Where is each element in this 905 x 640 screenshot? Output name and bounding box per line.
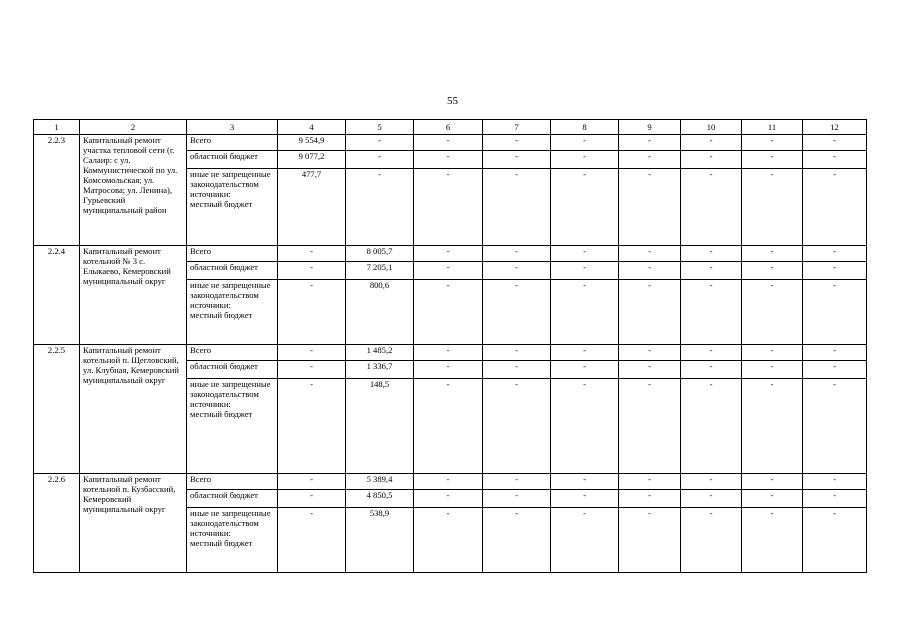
value-cell: - bbox=[278, 262, 346, 280]
value-cell: - bbox=[346, 135, 414, 151]
item-number: 2.2.4 bbox=[34, 246, 80, 345]
value-cell: - bbox=[681, 345, 742, 361]
value-cell: - bbox=[742, 151, 803, 169]
value-cell: - bbox=[803, 151, 867, 169]
funding-source bbox=[187, 508, 278, 573]
value-cell: - bbox=[414, 169, 483, 246]
value-cell: - bbox=[278, 246, 346, 262]
value-cell: - bbox=[742, 379, 803, 474]
item-name: Капитальный ремонт котельной п. Кузбасский, Кемеровский муниципальный округ bbox=[80, 474, 187, 573]
value-cell: - bbox=[551, 508, 619, 573]
value-cell: - bbox=[619, 379, 681, 474]
value-cell: - bbox=[414, 246, 483, 262]
value-cell: - bbox=[619, 474, 681, 490]
value-cell: - bbox=[414, 379, 483, 474]
funding-source-sublabel: местный бюджет bbox=[190, 310, 253, 320]
value-cell: - bbox=[551, 262, 619, 280]
value-cell: - bbox=[483, 490, 551, 508]
value-cell: - bbox=[278, 345, 346, 361]
value-cell: - bbox=[414, 361, 483, 379]
funding-source: областной бюджет bbox=[187, 262, 278, 280]
value-cell: - bbox=[551, 135, 619, 151]
funding-source-sublabel: местный бюджет bbox=[190, 199, 253, 209]
value-cell: - bbox=[483, 169, 551, 246]
value-cell: - bbox=[551, 151, 619, 169]
column-header: 2 bbox=[80, 120, 187, 135]
value-cell: - bbox=[803, 246, 867, 262]
value-cell: - bbox=[278, 474, 346, 490]
table-row bbox=[34, 135, 867, 151]
column-header: 3 bbox=[187, 120, 278, 135]
value-cell: - bbox=[803, 361, 867, 379]
column-header: 6 bbox=[414, 120, 483, 135]
funding-source: Всего bbox=[187, 345, 278, 361]
value-cell: - bbox=[803, 474, 867, 490]
value-cell: - bbox=[681, 262, 742, 280]
funding-source: областной бюджет bbox=[187, 151, 278, 169]
value-cell: - bbox=[414, 474, 483, 490]
funding-source: областной бюджет bbox=[187, 490, 278, 508]
value-cell: - bbox=[414, 508, 483, 573]
value-cell: - bbox=[803, 280, 867, 345]
value-cell: - bbox=[742, 135, 803, 151]
value-cell: - bbox=[483, 151, 551, 169]
item-name: Капитальный ремонт котельной п. Щегловский, ул. Клубная, Кемеровский муниципальный округ bbox=[80, 345, 187, 474]
funding-source: Всего bbox=[187, 474, 278, 490]
column-header: 5 bbox=[346, 120, 414, 135]
funding-source-label: иные не запрещенные законодательством источники: bbox=[190, 508, 271, 538]
column-header: 10 bbox=[681, 120, 742, 135]
header-row bbox=[34, 120, 867, 135]
funding-source-label: иные не запрещенные законодательством источники: bbox=[190, 280, 271, 310]
value-cell: 4 850,5 bbox=[346, 490, 414, 508]
value-cell: - bbox=[681, 246, 742, 262]
value-cell: - bbox=[483, 280, 551, 345]
value-cell: - bbox=[414, 345, 483, 361]
funding-source-label: иные не запрещенные законодательством источники: bbox=[190, 169, 271, 199]
funding-source bbox=[187, 169, 278, 246]
funding-source-sublabel: местный бюджет bbox=[190, 409, 253, 419]
value-cell: - bbox=[742, 361, 803, 379]
column-header: 4 bbox=[278, 120, 346, 135]
value-cell: - bbox=[551, 379, 619, 474]
page-number: 55 bbox=[447, 95, 458, 107]
value-cell: 800,6 bbox=[346, 280, 414, 345]
column-header: 9 bbox=[619, 120, 681, 135]
item-number: 2.2.5 bbox=[34, 345, 80, 474]
column-header: 8 bbox=[551, 120, 619, 135]
value-cell: - bbox=[681, 379, 742, 474]
value-cell: - bbox=[742, 345, 803, 361]
value-cell: - bbox=[483, 246, 551, 262]
value-cell: - bbox=[619, 490, 681, 508]
column-header: 7 bbox=[483, 120, 551, 135]
value-cell: - bbox=[414, 262, 483, 280]
funding-source-label: иные не запрещенные законодательством источники: bbox=[190, 379, 271, 409]
value-cell: - bbox=[483, 262, 551, 280]
value-cell: - bbox=[742, 490, 803, 508]
value-cell: - bbox=[619, 280, 681, 345]
value-cell: - bbox=[619, 169, 681, 246]
value-cell: - bbox=[551, 474, 619, 490]
item-name: Капитальный ремонт участка тепловой сети (г. Салаир: с ул. Коммунистической по ул. Комсомольская; ул. Матросова; ул. Ленина), Гурьевский муниципальный район bbox=[80, 135, 187, 246]
value-cell: - bbox=[551, 280, 619, 345]
item-number: 2.2.6 bbox=[34, 474, 80, 573]
value-cell: - bbox=[619, 151, 681, 169]
column-header: 11 bbox=[742, 120, 803, 135]
funding-source: Всего bbox=[187, 246, 278, 262]
funding-source-sublabel: местный бюджет bbox=[190, 538, 253, 548]
value-cell: - bbox=[681, 280, 742, 345]
value-cell: - bbox=[278, 361, 346, 379]
value-cell: - bbox=[278, 508, 346, 573]
table-row bbox=[34, 246, 867, 262]
value-cell: - bbox=[742, 169, 803, 246]
value-cell: - bbox=[414, 490, 483, 508]
budget-table bbox=[33, 119, 867, 573]
value-cell: 8 005,7 bbox=[346, 246, 414, 262]
value-cell: - bbox=[742, 280, 803, 345]
value-cell: - bbox=[803, 345, 867, 361]
value-cell: - bbox=[742, 262, 803, 280]
value-cell: - bbox=[278, 490, 346, 508]
value-cell: - bbox=[278, 280, 346, 345]
funding-source: областной бюджет bbox=[187, 361, 278, 379]
value-cell: - bbox=[551, 361, 619, 379]
value-cell: 7 205,1 bbox=[346, 262, 414, 280]
value-cell: 5 389,4 bbox=[346, 474, 414, 490]
value-cell: - bbox=[551, 169, 619, 246]
value-cell: - bbox=[681, 361, 742, 379]
value-cell: - bbox=[483, 361, 551, 379]
column-header: 12 bbox=[803, 120, 867, 135]
value-cell: - bbox=[803, 169, 867, 246]
value-cell: - bbox=[681, 490, 742, 508]
table-row bbox=[34, 474, 867, 490]
value-cell: 1 485,2 bbox=[346, 345, 414, 361]
funding-source bbox=[187, 280, 278, 345]
value-cell: - bbox=[619, 135, 681, 151]
value-cell: - bbox=[346, 169, 414, 246]
value-cell: - bbox=[619, 345, 681, 361]
value-cell: - bbox=[803, 508, 867, 573]
value-cell: - bbox=[803, 490, 867, 508]
value-cell: 148,5 bbox=[346, 379, 414, 474]
value-cell: - bbox=[551, 246, 619, 262]
value-cell: - bbox=[414, 280, 483, 345]
item-name: Капитальный ремонт котельной № 3 с. Елыкаево, Кемеровский муниципальный округ bbox=[80, 246, 187, 345]
value-cell: - bbox=[483, 508, 551, 573]
value-cell: - bbox=[483, 135, 551, 151]
value-cell: 1 336,7 bbox=[346, 361, 414, 379]
funding-source: Всего bbox=[187, 135, 278, 151]
table-row bbox=[34, 345, 867, 361]
value-cell: - bbox=[681, 474, 742, 490]
value-cell: - bbox=[681, 135, 742, 151]
funding-source bbox=[187, 379, 278, 474]
value-cell: - bbox=[483, 379, 551, 474]
value-cell: 9 554,9 bbox=[278, 135, 346, 151]
column-header: 1 bbox=[34, 120, 80, 135]
value-cell: - bbox=[414, 151, 483, 169]
value-cell: - bbox=[551, 490, 619, 508]
value-cell: - bbox=[681, 508, 742, 573]
value-cell: - bbox=[483, 345, 551, 361]
value-cell: - bbox=[483, 474, 551, 490]
value-cell: 477,7 bbox=[278, 169, 346, 246]
item-number: 2.2.3 bbox=[34, 135, 80, 246]
value-cell: - bbox=[803, 135, 867, 151]
value-cell: - bbox=[742, 474, 803, 490]
value-cell: - bbox=[681, 151, 742, 169]
value-cell: - bbox=[681, 169, 742, 246]
value-cell: 9 077,2 bbox=[278, 151, 346, 169]
value-cell: - bbox=[619, 508, 681, 573]
value-cell: - bbox=[414, 135, 483, 151]
value-cell: - bbox=[742, 246, 803, 262]
value-cell: - bbox=[346, 151, 414, 169]
value-cell: - bbox=[803, 262, 867, 280]
value-cell: - bbox=[278, 379, 346, 474]
value-cell: - bbox=[619, 361, 681, 379]
value-cell: - bbox=[619, 246, 681, 262]
value-cell: - bbox=[742, 508, 803, 573]
value-cell: - bbox=[551, 345, 619, 361]
value-cell: - bbox=[803, 379, 867, 474]
value-cell: - bbox=[619, 262, 681, 280]
value-cell: 538,9 bbox=[346, 508, 414, 573]
